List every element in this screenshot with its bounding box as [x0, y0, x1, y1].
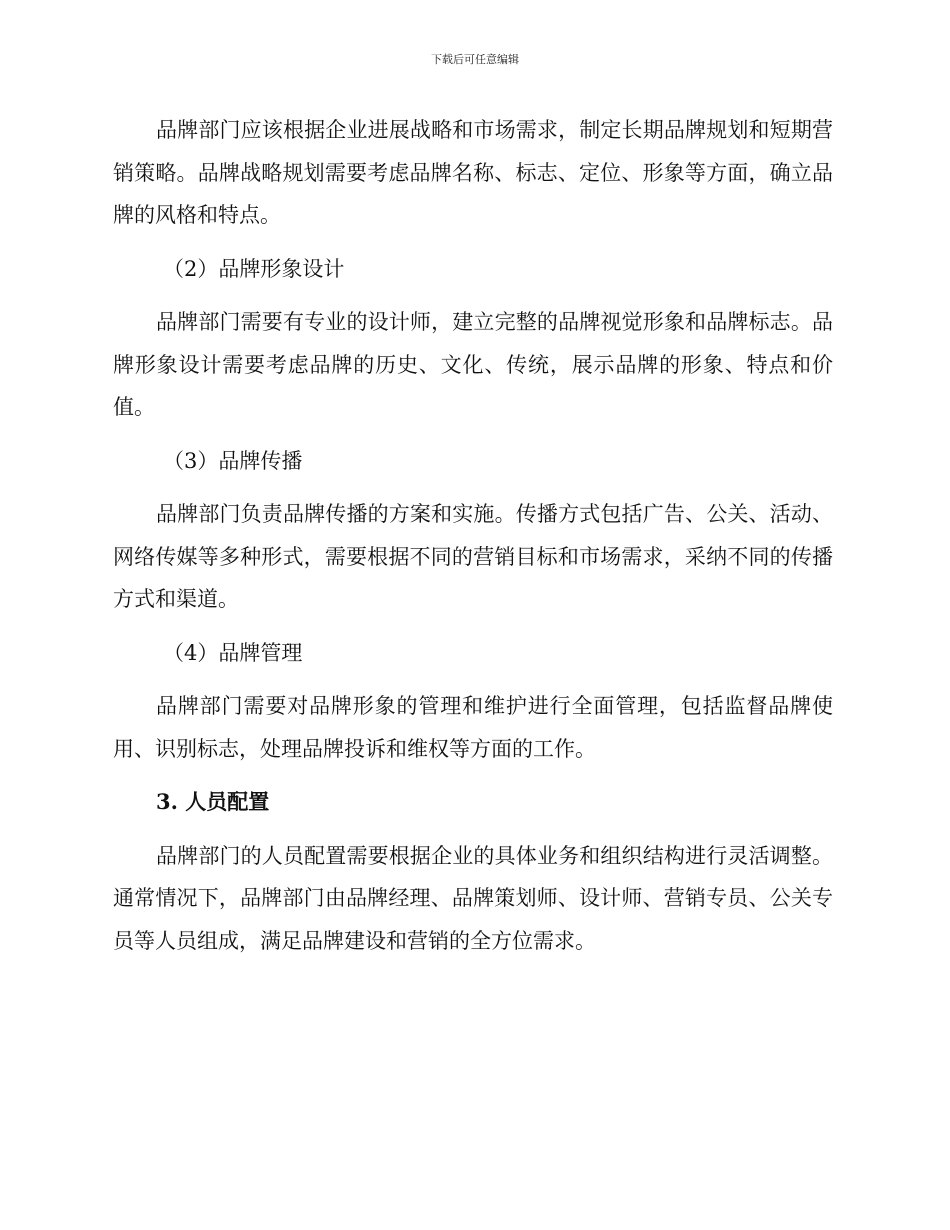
section-heading-staffing: 3. 人员配置: [156, 789, 270, 814]
paragraph-staffing: 品牌部门的人员配置需要根据企业的具体业务和组织结构进行灵活调整。通常情况下，品牌部门由品牌经理、品牌策划师、设计师、营销专员、公关专员等人员组成，满足品牌建设和营销的全方位需求。: [113, 843, 833, 953]
subheading-brand-management: （4）品牌管理: [163, 640, 303, 665]
paragraph-brand-communication: 品牌部门负责品牌传播的方案和实施。传播方式包括广告、公关、活动、网络传媒等多种形式，需要根据不同的营销目标和市场需求，采纳不同的传播方式和渠道。: [113, 502, 833, 611]
page-header-note: 下载后可任意编辑: [431, 53, 519, 66]
paragraph-brand-image-design: 品牌部门需要有专业的设计师，建立完整的品牌视觉形象和品牌标志。品牌形象设计需要考虑品牌的历史、文化、传统，展示品牌的形象、特点和价值。: [113, 310, 833, 419]
paragraph-brand-management: 品牌部门需要对品牌形象的管理和维护进行全面管理，包括监督品牌使用、识别标志，处理品牌投诉和维权等方面的工作。: [113, 694, 833, 761]
paragraph-brand-strategy: 品牌部门应该根据企业进展战略和市场需求，制定长期品牌规划和短期营销策略。品牌战略规划需要考虑品牌名称、标志、定位、形象等方面，确立品牌的风格和特点。: [113, 118, 833, 227]
subheading-brand-image-design: （2）品牌形象设计: [163, 256, 345, 281]
document-body: [113, 109, 833, 973]
subheading-brand-communication: （3）品牌传播: [163, 448, 303, 473]
